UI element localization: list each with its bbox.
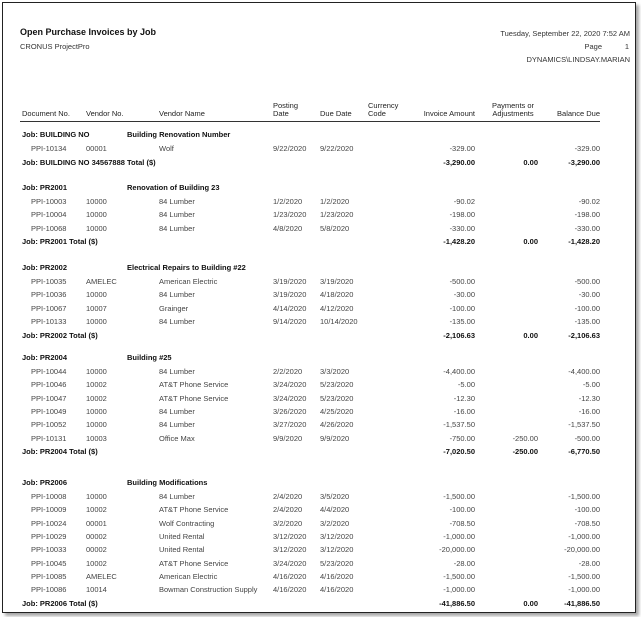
cell-vendor-no: 10000 bbox=[86, 197, 107, 206]
cell-posting: 3/24/2020 bbox=[273, 380, 307, 390]
cell-due: 9/22/2020 bbox=[320, 144, 354, 153]
job-header-row bbox=[3, 263, 635, 275]
cell-due: 3/12/2020 bbox=[320, 531, 354, 541]
cell-posting: 1/2/2020 bbox=[273, 197, 303, 206]
cell-due: 1/23/2020 bbox=[320, 210, 354, 220]
cell-posting: 4/8/2020 bbox=[273, 223, 303, 233]
job-total-payments: 0.00 bbox=[523, 237, 538, 247]
col-invoice-amount: Invoice Amount bbox=[423, 109, 475, 118]
cell-doc: PPI-10003 bbox=[31, 197, 67, 206]
cell-invoice: -5.00 bbox=[457, 380, 475, 390]
cell-due: 3/5/2020 bbox=[320, 492, 350, 501]
company-name: CRONUS ProjectPro bbox=[20, 42, 90, 51]
report-date: Tuesday, September 22, 2020 7:52 AM bbox=[500, 29, 630, 38]
cell-balance: -1,500.00 bbox=[568, 571, 600, 581]
cell-vendor-name: 84 Lumber bbox=[159, 406, 195, 416]
cell-invoice: -135.00 bbox=[449, 316, 475, 326]
col-balance-due: Balance Due bbox=[557, 109, 600, 118]
cell-posting: 4/14/2020 bbox=[273, 303, 307, 313]
cell-balance: -1,537.50 bbox=[568, 420, 600, 430]
cell-vendor-name: 84 Lumber bbox=[159, 420, 195, 430]
cell-vendor-name: AT&T Phone Service bbox=[159, 380, 229, 390]
job-header-label: Job: PR2002 bbox=[22, 263, 68, 272]
cell-vendor-name: American Electric bbox=[159, 571, 218, 581]
cell-vendor-no: 10000 bbox=[86, 367, 107, 376]
job-total-row bbox=[3, 599, 635, 611]
table-row bbox=[3, 394, 635, 406]
cell-due: 3/12/2020 bbox=[320, 545, 354, 555]
cell-balance: -90.02 bbox=[578, 197, 600, 206]
cell-vendor-no: 10002 bbox=[86, 380, 107, 390]
cell-doc: PPI-10133 bbox=[31, 316, 67, 326]
cell-vendor-name: 84 Lumber bbox=[159, 316, 195, 326]
cell-doc: PPI-10068 bbox=[31, 223, 67, 233]
col-payments-line2: Adjustments bbox=[492, 109, 534, 118]
cell-doc: PPI-10047 bbox=[31, 393, 67, 403]
cell-posting: 4/16/2020 bbox=[273, 571, 307, 581]
cell-doc: PPI-10036 bbox=[31, 290, 67, 300]
cell-vendor-no: 10000 bbox=[86, 420, 107, 430]
cell-vendor-name: American Electric bbox=[159, 277, 218, 286]
job-total-payments: 0.00 bbox=[523, 330, 538, 340]
cell-balance: -1,000.00 bbox=[568, 531, 600, 541]
col-currency-line1: Currency bbox=[368, 101, 399, 110]
cell-due: 4/16/2020 bbox=[320, 571, 354, 581]
cell-vendor-name: 84 Lumber bbox=[159, 492, 195, 501]
cell-vendor-name: Grainger bbox=[159, 303, 189, 313]
col-posting-date bbox=[273, 102, 298, 118]
cell-posting: 2/4/2020 bbox=[273, 505, 303, 515]
job-total-balance: -3,290.00 bbox=[568, 157, 600, 167]
table-row bbox=[3, 210, 635, 222]
cell-invoice: -330.00 bbox=[449, 223, 475, 233]
cell-posting: 3/24/2020 bbox=[273, 558, 307, 568]
job-total-balance: -41,886.50 bbox=[564, 598, 600, 608]
job-total-balance: -6,770.50 bbox=[568, 447, 600, 457]
table-row bbox=[3, 407, 635, 419]
cell-invoice: -100.00 bbox=[449, 505, 475, 515]
col-due-date: Due Date bbox=[320, 109, 352, 118]
cell-vendor-no: 10007 bbox=[86, 303, 107, 313]
cell-vendor-name: 84 Lumber bbox=[159, 290, 195, 300]
job-total-balance: -1,428.20 bbox=[568, 237, 600, 247]
table-row bbox=[3, 585, 635, 597]
job-total-invoice: -1,428.20 bbox=[443, 237, 475, 247]
table-row bbox=[3, 224, 635, 236]
cell-vendor-no: AMELEC bbox=[86, 277, 117, 286]
cell-balance: -20,000.00 bbox=[564, 545, 600, 555]
cell-invoice: -30.00 bbox=[453, 290, 475, 300]
cell-invoice: -1,000.00 bbox=[443, 585, 475, 595]
cell-posting: 4/16/2020 bbox=[273, 585, 307, 595]
cell-doc: PPI-10033 bbox=[31, 545, 67, 555]
cell-invoice: -90.02 bbox=[453, 197, 475, 206]
job-total-invoice: -2,106.63 bbox=[443, 330, 475, 340]
cell-doc: PPI-10004 bbox=[31, 210, 67, 220]
job-header-label: Job: BUILDING NO bbox=[22, 130, 90, 139]
cell-vendor-name: Wolf bbox=[159, 144, 174, 153]
cell-due: 4/18/2020 bbox=[320, 290, 354, 300]
cell-vendor-no: 10003 bbox=[86, 433, 107, 443]
cell-invoice: -20,000.00 bbox=[439, 545, 475, 555]
cell-posting: 3/27/2020 bbox=[273, 420, 307, 430]
cell-balance: -1,500.00 bbox=[568, 492, 600, 501]
table-row bbox=[3, 290, 635, 302]
cell-invoice: -4,400.00 bbox=[443, 367, 475, 376]
cell-balance: -500.00 bbox=[574, 277, 600, 286]
col-currency-code bbox=[368, 102, 398, 118]
job-description: Building Renovation Number bbox=[127, 130, 231, 139]
cell-vendor-name: United Rental bbox=[159, 531, 205, 541]
cell-vendor-name: AT&T Phone Service bbox=[159, 558, 229, 568]
table-row bbox=[3, 304, 635, 316]
cell-due: 5/8/2020 bbox=[320, 223, 350, 233]
cell-due: 3/3/2020 bbox=[320, 367, 350, 376]
table-row bbox=[3, 277, 635, 289]
table-row bbox=[3, 532, 635, 544]
cell-balance: -30.00 bbox=[578, 290, 600, 300]
job-total-label: Job: BUILDING NO 34567888 Total ($) bbox=[22, 157, 156, 167]
col-posting-date-line2: Date bbox=[273, 109, 289, 118]
cell-doc: PPI-10049 bbox=[31, 406, 67, 416]
cell-doc: PPI-10009 bbox=[31, 505, 67, 515]
cell-due: 3/19/2020 bbox=[320, 277, 354, 286]
job-description: Electrical Repairs to Building #22 bbox=[127, 263, 246, 272]
job-total-balance: -2,106.63 bbox=[568, 330, 600, 340]
col-payments bbox=[478, 102, 548, 118]
cell-vendor-no: 00001 bbox=[86, 518, 107, 528]
cell-due: 4/16/2020 bbox=[320, 585, 354, 595]
cell-posting: 3/26/2020 bbox=[273, 406, 307, 416]
job-description: Building Modifications bbox=[127, 478, 208, 487]
cell-balance: -100.00 bbox=[574, 303, 600, 313]
user-id: DYNAMICS\LINDSAY.MARIAN bbox=[526, 55, 630, 64]
cell-invoice: -1,500.00 bbox=[443, 571, 475, 581]
cell-doc: PPI-10052 bbox=[31, 420, 67, 430]
cell-doc: PPI-10046 bbox=[31, 380, 67, 390]
cell-vendor-no: 10002 bbox=[86, 505, 107, 515]
cell-vendor-no: 00002 bbox=[86, 531, 107, 541]
cell-posting: 9/14/2020 bbox=[273, 316, 307, 326]
col-document-no: Document No. bbox=[22, 109, 70, 118]
cell-balance: -28.00 bbox=[578, 558, 600, 568]
cell-due: 10/14/2020 bbox=[320, 316, 358, 326]
table-row bbox=[3, 197, 635, 209]
cell-posting: 3/12/2020 bbox=[273, 545, 307, 555]
cell-vendor-no: AMELEC bbox=[86, 571, 117, 581]
cell-posting: 3/12/2020 bbox=[273, 531, 307, 541]
job-total-label: Job: PR2002 Total ($) bbox=[22, 330, 98, 340]
cell-vendor-name: Wolf Contracting bbox=[159, 518, 215, 528]
cell-posting: 1/23/2020 bbox=[273, 210, 307, 220]
job-total-invoice: -7,020.50 bbox=[443, 447, 475, 457]
cell-doc: PPI-10029 bbox=[31, 531, 67, 541]
cell-doc: PPI-10008 bbox=[31, 492, 67, 501]
job-total-label: Job: PR2004 Total ($) bbox=[22, 447, 98, 457]
job-header-label: Job: PR2001 bbox=[22, 183, 68, 192]
cell-doc: PPI-10086 bbox=[31, 585, 67, 595]
cell-invoice: -198.00 bbox=[449, 210, 475, 220]
cell-vendor-name: Bowman Construction Supply bbox=[159, 585, 258, 595]
cell-due: 9/9/2020 bbox=[320, 433, 350, 443]
table-row bbox=[3, 144, 635, 156]
cell-doc: PPI-10035 bbox=[31, 277, 67, 286]
cell-doc: PPI-10045 bbox=[31, 558, 67, 568]
cell-vendor-name: 84 Lumber bbox=[159, 367, 195, 376]
cell-doc: PPI-10085 bbox=[31, 571, 67, 581]
cell-invoice: -500.00 bbox=[449, 277, 475, 286]
job-total-label: Job: PR2001 Total ($) bbox=[22, 237, 98, 247]
cell-due: 4/25/2020 bbox=[320, 406, 354, 416]
cell-invoice: -750.00 bbox=[449, 433, 475, 443]
cell-posting: 9/22/2020 bbox=[273, 144, 307, 153]
page-number: 1 bbox=[624, 42, 629, 51]
header-divider bbox=[20, 121, 600, 122]
page-label: Page bbox=[584, 42, 602, 51]
cell-due: 5/23/2020 bbox=[320, 393, 354, 403]
job-description: Building #25 bbox=[127, 353, 172, 362]
cell-doc: PPI-10024 bbox=[31, 518, 67, 528]
table-row bbox=[3, 367, 635, 379]
cell-vendor-no: 00001 bbox=[86, 144, 107, 153]
job-header-row bbox=[3, 130, 635, 142]
cell-posting: 3/19/2020 bbox=[273, 277, 307, 286]
table-row bbox=[3, 545, 635, 557]
cell-vendor-no: 10000 bbox=[86, 210, 107, 220]
cell-posting: 3/24/2020 bbox=[273, 393, 307, 403]
cell-due: 4/4/2020 bbox=[320, 505, 350, 515]
col-vendor-no: Vendor No. bbox=[86, 109, 124, 118]
cell-balance: -5.00 bbox=[582, 380, 600, 390]
cell-vendor-no: 10002 bbox=[86, 558, 107, 568]
cell-payments: -250.00 bbox=[512, 433, 538, 443]
cell-vendor-no: 10000 bbox=[86, 290, 107, 300]
cell-vendor-no: 10014 bbox=[86, 585, 107, 595]
cell-posting: 3/2/2020 bbox=[273, 518, 303, 528]
job-total-payments: -250.00 bbox=[512, 447, 538, 457]
cell-vendor-name: Office Max bbox=[159, 433, 195, 443]
col-payments-line1: Payments or bbox=[491, 101, 535, 110]
job-total-invoice: -3,290.00 bbox=[443, 157, 475, 167]
cell-invoice: -1,500.00 bbox=[443, 492, 475, 501]
job-header-label: Job: PR2004 bbox=[22, 353, 68, 362]
cell-vendor-name: 84 Lumber bbox=[159, 197, 195, 206]
cell-balance: -16.00 bbox=[578, 406, 600, 416]
cell-due: 4/26/2020 bbox=[320, 420, 354, 430]
cell-invoice: -100.00 bbox=[449, 303, 475, 313]
table-row bbox=[3, 434, 635, 446]
cell-invoice: -329.00 bbox=[449, 144, 475, 153]
table-row bbox=[3, 572, 635, 584]
cell-vendor-no: 00002 bbox=[86, 545, 107, 555]
cell-due: 3/2/2020 bbox=[320, 518, 350, 528]
job-header-row bbox=[3, 183, 635, 195]
job-total-row bbox=[3, 447, 635, 459]
cell-vendor-name: AT&T Phone Service bbox=[159, 393, 229, 403]
cell-doc: PPI-10067 bbox=[31, 303, 67, 313]
job-total-payments: 0.00 bbox=[523, 598, 538, 608]
cell-balance: -100.00 bbox=[574, 505, 600, 515]
cell-doc: PPI-10134 bbox=[31, 144, 67, 153]
cell-due: 5/23/2020 bbox=[320, 380, 354, 390]
job-description: Renovation of Building 23 bbox=[127, 183, 220, 192]
cell-due: 4/12/2020 bbox=[320, 303, 354, 313]
table-row bbox=[3, 505, 635, 517]
cell-posting: 9/9/2020 bbox=[273, 433, 303, 443]
cell-vendor-no: 10000 bbox=[86, 406, 107, 416]
cell-vendor-name: United Rental bbox=[159, 545, 205, 555]
cell-due: 1/2/2020 bbox=[320, 197, 350, 206]
job-total-label: Job: PR2006 Total ($) bbox=[22, 598, 98, 608]
cell-due: 5/23/2020 bbox=[320, 558, 354, 568]
cell-balance: -12.30 bbox=[578, 393, 600, 403]
cell-balance: -329.00 bbox=[574, 144, 600, 153]
table-row bbox=[3, 519, 635, 531]
cell-invoice: -708.50 bbox=[449, 518, 475, 528]
job-header-label: Job: PR2006 bbox=[22, 478, 68, 487]
cell-balance: -500.00 bbox=[574, 433, 600, 443]
cell-posting: 2/2/2020 bbox=[273, 367, 303, 376]
col-posting-date-line1: Posting bbox=[273, 101, 299, 110]
cell-invoice: -1,000.00 bbox=[443, 531, 475, 541]
cell-posting: 3/19/2020 bbox=[273, 290, 307, 300]
cell-balance: -198.00 bbox=[574, 210, 600, 220]
cell-vendor-no: 10000 bbox=[86, 492, 107, 501]
col-vendor-name: Vendor Name bbox=[159, 109, 205, 118]
table-row bbox=[3, 317, 635, 329]
job-total-invoice: -41,886.50 bbox=[439, 598, 475, 608]
cell-vendor-no: 10000 bbox=[86, 316, 107, 326]
cell-balance: -330.00 bbox=[574, 223, 600, 233]
cell-invoice: -28.00 bbox=[453, 558, 475, 568]
col-currency-line2: Code bbox=[368, 109, 386, 118]
job-header-row bbox=[3, 353, 635, 365]
cell-invoice: -1,537.50 bbox=[443, 420, 475, 430]
cell-posting: 2/4/2020 bbox=[273, 492, 303, 501]
cell-vendor-name: AT&T Phone Service bbox=[159, 505, 229, 515]
cell-doc: PPI-10044 bbox=[31, 367, 67, 376]
cell-invoice: -12.30 bbox=[453, 393, 475, 403]
cell-invoice: -16.00 bbox=[453, 406, 475, 416]
job-total-row bbox=[3, 237, 635, 249]
cell-balance: -135.00 bbox=[574, 316, 600, 326]
cell-balance: -1,000.00 bbox=[568, 585, 600, 595]
table-row bbox=[3, 420, 635, 432]
report-page bbox=[2, 2, 636, 613]
job-total-payments: 0.00 bbox=[523, 157, 538, 167]
table-row bbox=[3, 380, 635, 392]
table-row bbox=[3, 492, 635, 504]
report-title: Open Purchase Invoices by Job bbox=[20, 27, 157, 37]
cell-balance: -708.50 bbox=[574, 518, 600, 528]
cell-vendor-no: 10002 bbox=[86, 393, 107, 403]
cell-vendor-name: 84 Lumber bbox=[159, 210, 195, 220]
cell-balance: -4,400.00 bbox=[568, 367, 600, 376]
job-total-row bbox=[3, 331, 635, 343]
cell-vendor-no: 10000 bbox=[86, 223, 107, 233]
job-header-row bbox=[3, 478, 635, 490]
job-total-row bbox=[3, 158, 635, 170]
table-row bbox=[3, 559, 635, 571]
cell-doc: PPI-10131 bbox=[31, 433, 67, 443]
cell-vendor-name: 84 Lumber bbox=[159, 223, 195, 233]
